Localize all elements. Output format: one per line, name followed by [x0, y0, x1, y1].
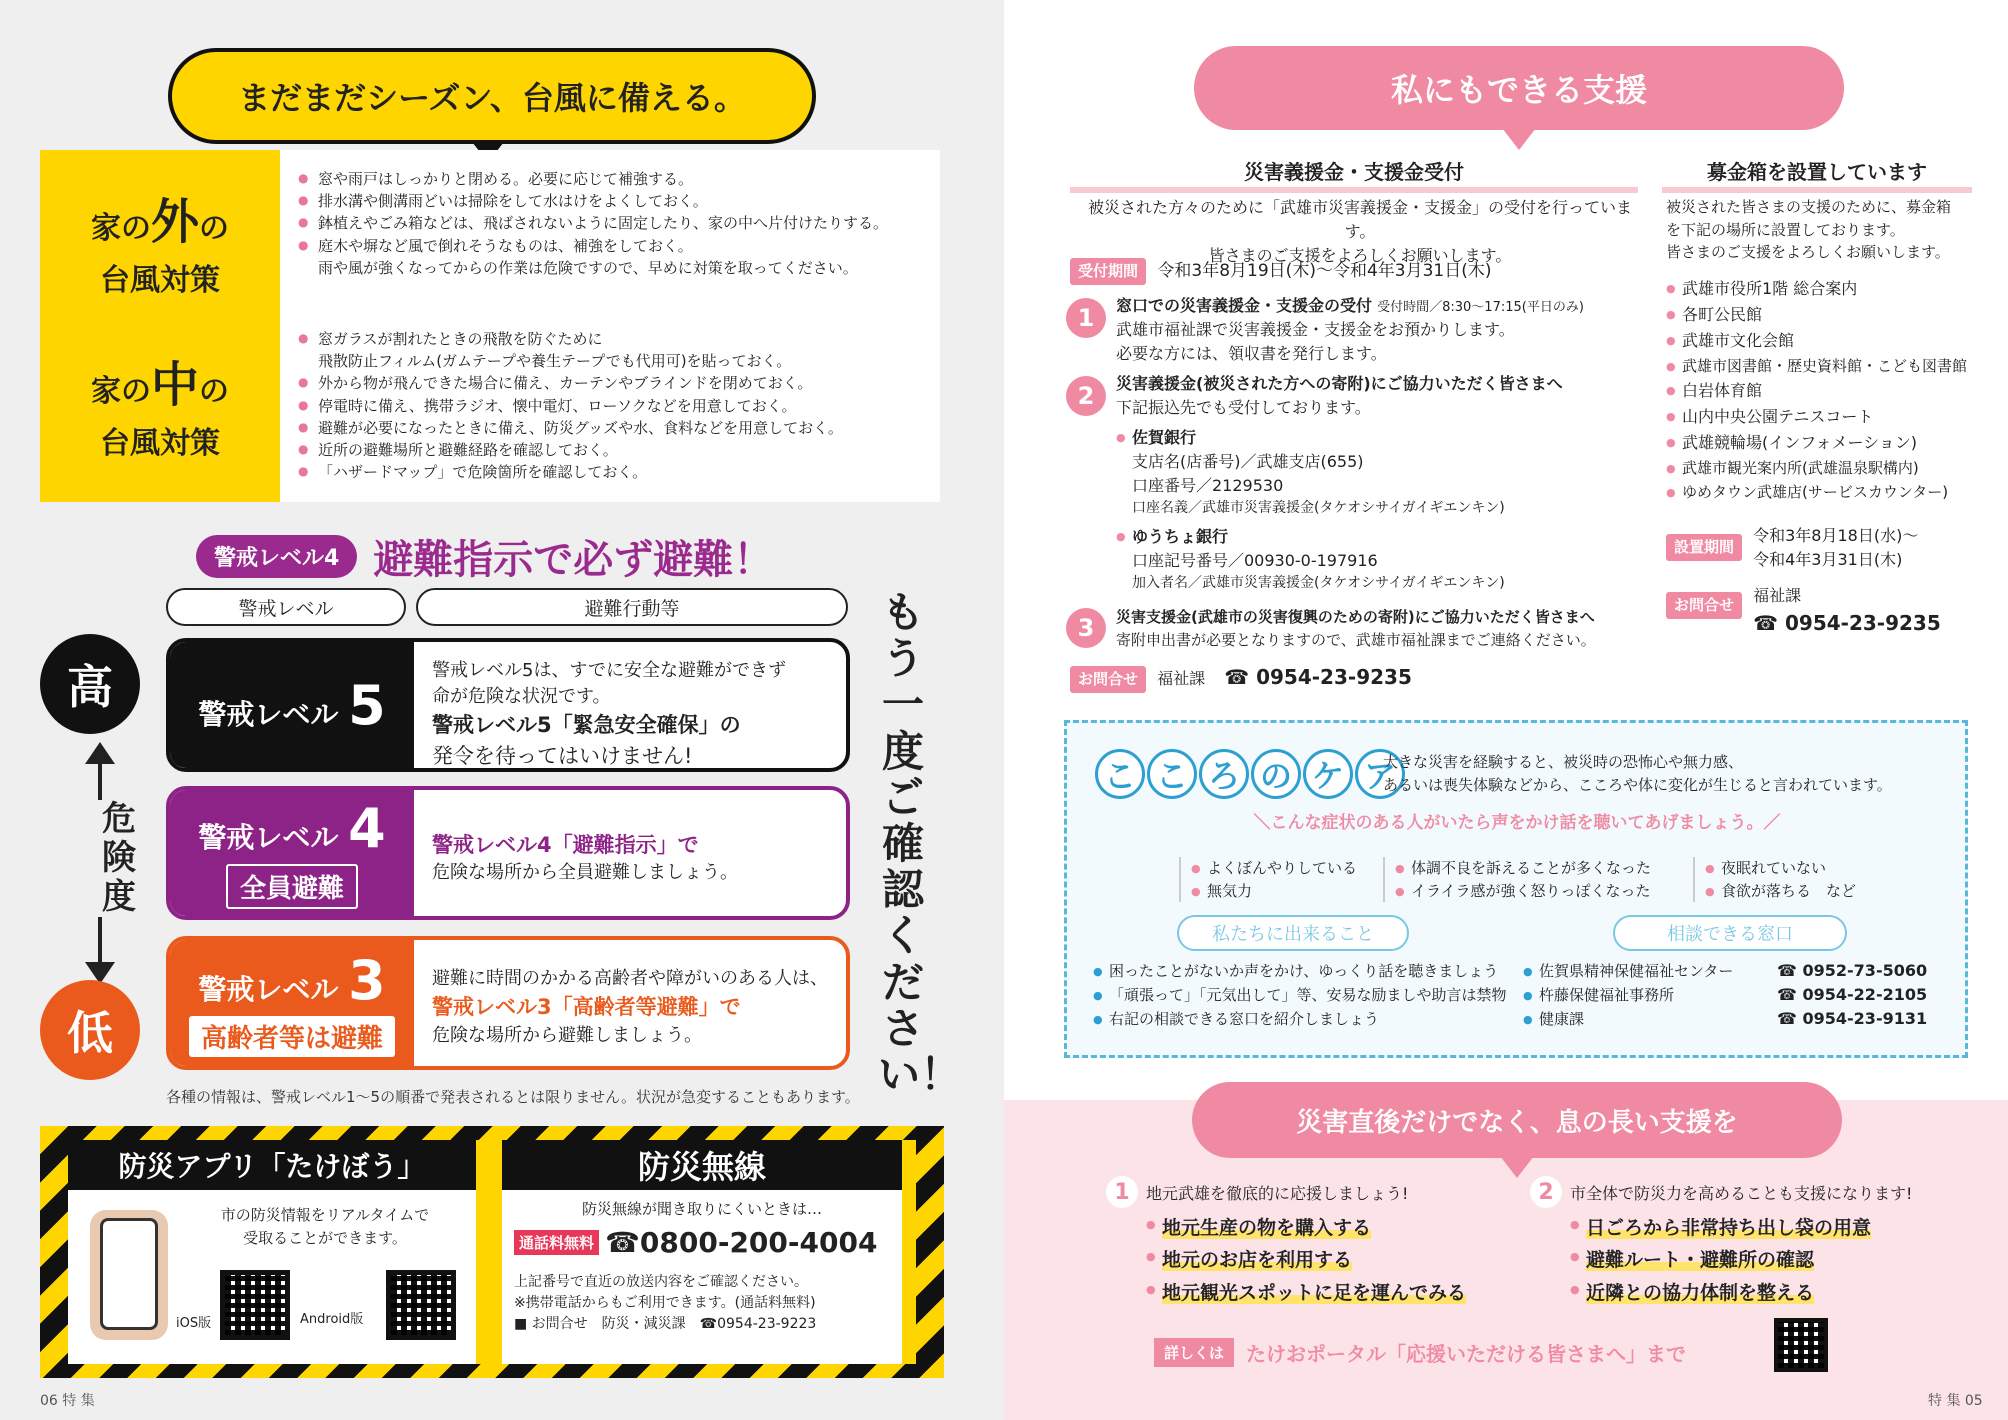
support-banner: 私にもできる支援	[1194, 46, 1844, 130]
level-label: 警戒レベル	[198, 697, 339, 731]
donation-heading: 災害義援金・支援金受付	[1070, 156, 1638, 193]
mental-care-box	[1064, 720, 1968, 1058]
bank-name: 佐賀銀行	[1132, 428, 1197, 447]
radio-contact: ■ お問合せ 防災・減災課 ☎0954-23-9223	[514, 1316, 817, 1332]
donation-period	[1070, 258, 1491, 285]
step-line: 必要な方には、領収書を発行します。	[1116, 344, 1387, 363]
label-emphasis: 中	[150, 356, 199, 413]
place-item: ● 武雄市文化会館	[1666, 328, 1986, 354]
bank-line: 口座番号／2129530	[1132, 476, 1284, 495]
radio-phone[interactable]: ☎0800-200-4004	[605, 1226, 878, 1259]
level4-box	[166, 786, 850, 920]
col-level-header: 警戒レベル	[166, 588, 406, 626]
consult-phone[interactable]: ☎ 0954-23-9131	[1777, 1009, 1928, 1028]
care-banner-text: こんな症状のある人がいたら声をかけ話を聴いてあげましょう。	[1270, 813, 1764, 833]
alert-title: 避難指示で必ず避難！	[373, 537, 774, 583]
portal-qr-code[interactable]	[1774, 1318, 1828, 1372]
support-item: 地元のお店を利用する	[1162, 1249, 1353, 1272]
consult-item: ● 佐賀県精神保健福祉センター	[1523, 959, 1733, 983]
more-text[interactable]: たけおポータル「応援いただける皆さまへ」まで	[1246, 1342, 1687, 1366]
vertical-reminder: もう一度ご確認ください！	[878, 588, 963, 1099]
bank-line: 口座名義／武雄市災害義援金(タケオシサイガイギエンキン)	[1132, 500, 1505, 516]
app-title: 防災アプリ「たけぼう」	[68, 1140, 476, 1190]
care-title-char: こ	[1147, 749, 1197, 799]
list-item: ● 避難が必要になったときに備え、防災グッズや水、食料などを用意しておく。	[298, 417, 926, 439]
level-number: 5	[348, 673, 386, 737]
care-intro	[1383, 751, 1892, 796]
label-part: 家の	[90, 373, 151, 409]
consult-item: ● 杵藤保健福祉事務所	[1523, 983, 1733, 1007]
symptoms-3	[1693, 857, 1856, 902]
contact-dept: 福祉課	[1157, 669, 1206, 688]
consult-window-pill: 相談できる窓口	[1613, 915, 1847, 951]
intro-line: を下記の場所に設置しております。	[1666, 220, 1905, 239]
support-item: 地元観光スポットに足を運んでみる	[1162, 1281, 1467, 1304]
list-item-continued: 雨や風が強くなってからの作業は危険ですので、早めに対策を取ってください。	[318, 258, 858, 277]
step-title: 災害支援金(武雄市の災害復興のための寄附)にご協力いただく皆さまへ	[1116, 608, 1595, 626]
support-item: 避難ルート・避難所の確認	[1586, 1249, 1815, 1272]
col-number: 1	[1106, 1176, 1138, 1208]
level-number: 3	[348, 949, 386, 1012]
box-period	[1666, 524, 1918, 572]
box-contact	[1666, 584, 1941, 638]
radio-panel	[502, 1140, 902, 1364]
level-text-highlight: 警戒レベル3「高齢者等避難」で	[432, 995, 741, 1020]
can-do-item: ● 右記の相談できる窓口を紹介しましょう	[1093, 1007, 1507, 1031]
step3	[1116, 606, 1656, 651]
outside-measures-box	[40, 150, 940, 338]
col-heading: 市全体で防災力を高めることも支援になります!	[1570, 1183, 1913, 1203]
intro-line: 被災された皆さまの支援のために、募金箱	[1666, 198, 1952, 216]
contact-phone[interactable]: ☎ 0954-23-9235	[1224, 665, 1412, 689]
long-support-banner: 災害直後だけでなく、息の長い支援を	[1192, 1082, 1842, 1158]
page-number-right: 特 集 05	[1928, 1393, 1983, 1409]
list-item: ● 停電時に備え、携帯ラジオ、懐中電灯、ローソクなどを用意しておく。	[298, 395, 926, 417]
radio-line1: 防災無線が聞き取りにくいときは…	[581, 1200, 822, 1218]
outside-list	[298, 168, 926, 279]
android-qr-code[interactable]	[386, 1270, 456, 1340]
inside-label	[40, 312, 280, 502]
alert-badge: 警戒レベル4	[196, 535, 357, 578]
list-item: ● 庭木や塀など風で倒れそうなものは、補強をしておく。	[298, 235, 926, 257]
level-label: 警戒レベル	[198, 821, 339, 854]
step-line: 下記振込先でも受付しております。	[1116, 398, 1371, 417]
inside-measures-box	[40, 312, 940, 502]
hazard-frame	[40, 1126, 944, 1378]
app-desc	[180, 1204, 470, 1249]
step-line: 武雄市福祉課で災害義援金・支援金をお預かりします。	[1116, 320, 1515, 339]
place-item: ● 武雄競輪場(インフォメーション)	[1666, 430, 1986, 456]
symptom-item: ● よくぼんやりしている	[1191, 857, 1357, 880]
ios-label: iOS版	[176, 1316, 212, 1331]
symptoms-1	[1179, 857, 1357, 902]
radio-notes	[514, 1272, 816, 1335]
care-title-char: ケ	[1303, 749, 1353, 799]
list-item: ● 「ハザードマップ」で危険箇所を確認しておく。	[298, 461, 926, 483]
symptom-item: ● 夜眠れていない	[1705, 857, 1856, 880]
ios-qr-code[interactable]	[220, 1270, 290, 1340]
step1-number: 1	[1066, 298, 1106, 338]
right-page	[1004, 0, 2008, 1420]
typhoon-banner: まだまだシーズン、台風に備える。	[168, 48, 816, 144]
label-part: 家の	[90, 210, 151, 246]
care-title-char: ア	[1355, 749, 1405, 799]
more-tag: 詳しくは	[1154, 1338, 1234, 1367]
list-item: ● 鉢植えやごみ箱などは、飛ばされないように固定したり、家の中へ片付けたりする。	[298, 212, 926, 234]
what-we-can-do-pill: 私たちに出来ること	[1177, 915, 1409, 951]
level-label: 警戒レベル	[198, 973, 339, 1006]
level5-text	[432, 658, 830, 771]
intro-line: 皆さまのご支援をよろしくお願いします。	[1208, 246, 1512, 265]
col-number: 2	[1530, 1176, 1562, 1208]
label-emphasis: 外	[150, 193, 199, 250]
col-action-header: 避難行動等	[416, 588, 848, 626]
contact-dept: 福祉課	[1753, 586, 1802, 605]
contact-phone[interactable]: ☎ 0954-23-9235	[1753, 611, 1941, 635]
level-text-highlight: 発令を待ってはいけません!	[432, 743, 693, 768]
list-item: ● 外から物が飛んできた場合に備え、カーテンやブラインドを閉めておく。	[298, 372, 926, 394]
consult-item: ● 健康課	[1523, 1007, 1733, 1031]
can-do-item: ● 「頑張って」「元気出して」等、安易な励ましや助言は禁物	[1093, 983, 1507, 1007]
care-title-char: こ	[1095, 749, 1145, 799]
period-tag: 設置期間	[1666, 534, 1742, 561]
level-sub: 全員避難	[226, 864, 358, 909]
level-text-highlight: 警戒レベル5「緊急安全確保」の	[432, 713, 741, 738]
contact-tag: お問合せ	[1070, 666, 1146, 693]
what-we-can-do-list	[1093, 959, 1507, 1031]
step3-number: 3	[1066, 608, 1106, 648]
level4-text	[432, 830, 830, 887]
consult-phones	[1777, 959, 1927, 1031]
list-item-continued: 飛散防止フィルム(ガムテープや養生テープでも代用可)を貼っておく。	[318, 352, 792, 371]
bank-info	[1116, 426, 1646, 594]
alert-heading	[196, 528, 773, 585]
symptom-item: ● 食欲が落ちる など	[1705, 880, 1856, 903]
box-heading: 募金箱を設置しています	[1662, 156, 1972, 193]
box-intro	[1666, 196, 1972, 264]
level-text-highlight: 警戒レベル4「避難指示」で	[432, 833, 699, 857]
place-item: ● 白岩体育館	[1666, 378, 1986, 404]
high-circle: 高	[40, 634, 140, 734]
box-places	[1666, 276, 1986, 504]
level-text-line: 危険な場所から全員避難しましょう。	[432, 862, 738, 884]
level3-header	[170, 940, 414, 1066]
level-sub: 高齢者等は避難	[189, 1016, 395, 1057]
col1-head	[1106, 1176, 1408, 1208]
bank-line: 支店名(店番号)／武雄支店(655)	[1132, 452, 1364, 471]
intro-line: あるいは喪失体験などから、こころや体に変化が生じると言われています。	[1383, 775, 1892, 794]
free-call-tag: 通話料無料	[514, 1230, 599, 1255]
can-do-item: ● 困ったことがないか声をかけ、ゆっくり話を聴きましょう	[1093, 959, 1507, 983]
col-heading: 地元武雄を徹底的に応援しましょう!	[1146, 1183, 1409, 1203]
step-line: 寄附申出書が必要となりますので、武雄市福祉課までご連絡ください。	[1116, 630, 1596, 649]
label-part: 台風対策	[100, 262, 220, 298]
bank-line: 加入者名／武雄市災害義援金(タケオシサイガイギエンキン)	[1132, 575, 1505, 591]
level3-text	[432, 966, 830, 1049]
period-tag: 受付期間	[1070, 258, 1146, 285]
intro-line: 被災された方々のために「武雄市災害義援金・支援金」の受付を行っています。	[1087, 198, 1632, 241]
radio-note-line: ※携帯電話からもご利用できます。(通話料無料)	[514, 1295, 816, 1311]
support-item: 日ごろから非常持ち出し袋の用意	[1586, 1217, 1872, 1239]
consult-phone[interactable]: ☎ 0954-22-2105	[1777, 985, 1928, 1004]
label-part: の	[199, 210, 229, 246]
care-title-char: ろ	[1199, 749, 1249, 799]
radio-note-line: 上記番号で直近の放送内容をご確認ください。	[514, 1274, 808, 1290]
col2-head	[1530, 1176, 1912, 1208]
period-value: 令和3年8月19日(木)〜令和4年3月31日(木)	[1157, 261, 1492, 281]
period-line: 令和4年3月31日(木)	[1753, 550, 1903, 569]
symptoms-2	[1383, 857, 1651, 902]
support-item: 地元生産の物を購入する	[1162, 1217, 1372, 1239]
bank-line: 口座記号番号／00930-0-197916	[1132, 551, 1378, 570]
consult-list	[1523, 959, 1733, 1031]
step1	[1116, 294, 1646, 366]
symptom-item: ● 体調不良を訴えることが多くなった	[1395, 857, 1651, 880]
level-note: 各種の情報は、警戒レベル1〜5の順番で発表されるとは限りません。状況が急変することもあります。	[166, 1088, 860, 1106]
place-item: ● 武雄市図書館・歴史資料館・こども図書館	[1666, 354, 1986, 378]
list-item: ● 窓ガラスが割れたときの飛散を防ぐために	[298, 328, 926, 350]
level5-header	[170, 642, 414, 768]
place-item: ● ゆめタウン武雄店(サービスカウンター)	[1666, 480, 1986, 504]
step-title: 窓口での災害義援金・支援金の受付	[1116, 296, 1373, 315]
step-title: 災害義援金(被災された方への寄附)にご協力いただく皆さまへ	[1116, 374, 1563, 393]
place-item: ● 武雄市役所1階 総合案内	[1666, 276, 1986, 302]
period-line: 令和3年8月18日(水)〜	[1753, 526, 1919, 545]
label-part: の	[199, 373, 229, 409]
care-banner: ＼こんな症状のある人がいたら声をかけ話を聴いてあげましょう。／	[1253, 813, 1781, 833]
radio-title: 防災無線	[502, 1140, 902, 1190]
danger-label: 危険度	[97, 800, 141, 917]
low-circle: 低	[40, 980, 140, 1080]
place-item: ● 武雄市観光案内所(武雄温泉駅構内)	[1666, 456, 1986, 480]
step2	[1116, 372, 1646, 420]
level-number: 4	[348, 797, 386, 860]
android-label: Android版	[300, 1312, 364, 1327]
symptom-item: ● イライラ感が強く怒りっぽくなった	[1395, 880, 1651, 903]
app-panel	[68, 1140, 476, 1364]
col2-list	[1570, 1212, 1871, 1309]
intro-line: 大きな災害を経験すると、被災時の恐怖心や無力感、	[1383, 753, 1744, 771]
inside-list	[298, 328, 926, 483]
list-item: ● 窓や雨戸はしっかりと閉める。必要に応じて補強する。	[298, 168, 926, 190]
col1-list	[1146, 1212, 1466, 1309]
label-part: 台風対策	[100, 425, 220, 461]
list-item: ● 排水溝や側溝雨どいは掃除をして水はけをよくしておく。	[298, 190, 926, 212]
list-item: ● 近所の避難場所と避難経路を確認しておく。	[298, 439, 926, 461]
symptom-item: ● 無気力	[1191, 880, 1357, 903]
intro-line: 皆さまのご支援をよろしくお願いします。	[1666, 243, 1950, 261]
app-desc-line: 受取ることができます。	[243, 1228, 407, 1247]
outside-label	[40, 150, 280, 338]
level5-box	[166, 638, 850, 772]
care-title	[1095, 749, 1407, 799]
step2-number: 2	[1066, 376, 1106, 416]
consult-phone[interactable]: ☎ 0952-73-5060	[1777, 961, 1928, 980]
level-text-line: 危険な場所から避難しましょう。	[432, 1024, 702, 1046]
level3-box	[166, 936, 850, 1070]
step-time: 受付時間／8:30〜17:15(平日のみ)	[1377, 300, 1584, 315]
level-text-line: 命が危険な状況です。	[432, 686, 611, 708]
place-item: ● 山内中央公園テニスコート	[1666, 404, 1986, 430]
support-item: 近隣との協力体制を整える	[1586, 1281, 1815, 1304]
page-number-left: 06 特 集	[40, 1393, 95, 1409]
phone-image	[90, 1210, 168, 1340]
level-text-line: 警戒レベル5は、すでに安全な避難ができず	[432, 660, 786, 681]
place-item: ● 各町公民館	[1666, 302, 1986, 328]
more-info	[1154, 1338, 1686, 1367]
level-text-line: 避難に時間のかかる高齢者や障がいのある人は、	[432, 968, 828, 989]
radio-phone-row	[514, 1226, 877, 1259]
care-title-char: の	[1251, 749, 1301, 799]
donation-contact	[1070, 662, 1412, 693]
bank-name: ゆうちょ銀行	[1132, 527, 1229, 546]
app-desc-line: 市の防災情報をリアルタイムで	[220, 1206, 430, 1224]
contact-tag: お問合せ	[1666, 592, 1742, 619]
level4-header	[170, 790, 414, 916]
